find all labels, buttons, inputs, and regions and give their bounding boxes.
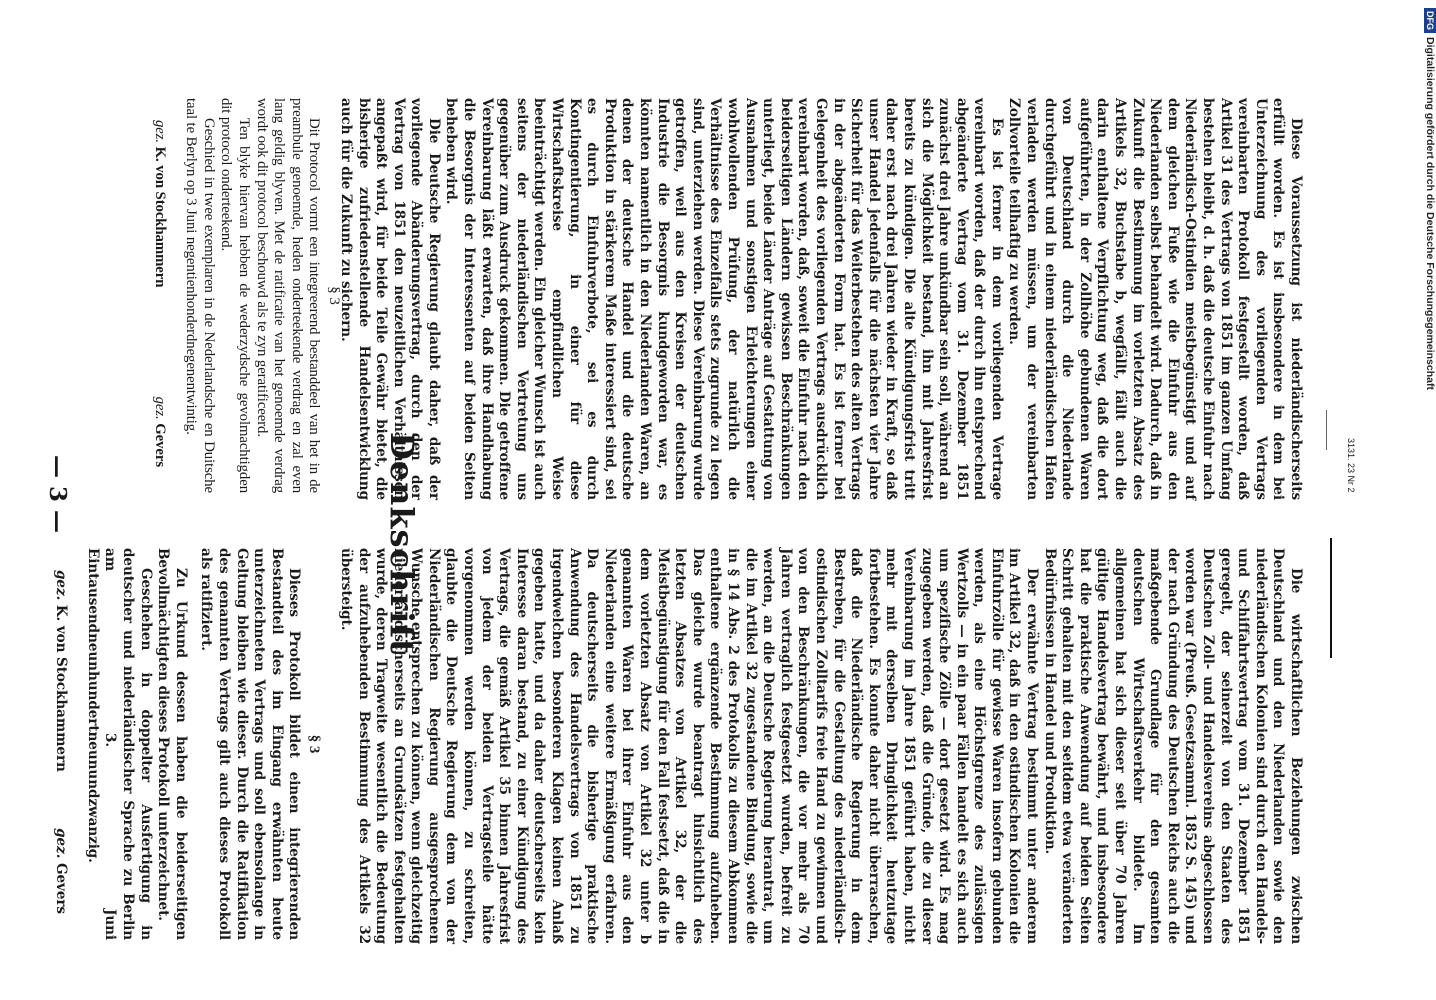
signature-right: gez. Gevers	[151, 396, 168, 467]
paragraph: Geschehen in doppelter Ausfertigung in deutscher und niederländischer Sprache zu Berlin am 3. Juni Eintausendneunhundertneunundzwanzig.	[84, 548, 154, 940]
paragraph: Ten blyke hiervan hebben de wederzydsche gevolmachtigden dit protocol onderteekend.	[218, 98, 253, 493]
german-protocol	[52, 548, 322, 940]
paragraph: Die wirtschaftlichen Beziehungen zwischen Deutschland und den Niederlanden sowie den niederländischen Kolonien sind durch den Handels- und Schiffahrtsvertrag vom 31. Dezember 1851 geregelt, der seinerzeit von den Staaten des Deutschen Zoll- und Handelsvereins abgeschlossen worden war (Preuß. Gesetzsamml. 1852 S. 145) und der nach Gründung des Deutschen Reichs auch die maßgebende Grundlage für den gesamten deutschen Wirtschaftsverkehr bildete. Im allgemeinen hat sich dieser seit über 70 Jahren gültige Handelsvertrag bewährt, und insbesondere hat die praktische Anwendung auf beiden Seiten Schritt gehalten mit den seitdem etwa veränderten Bedürfnissen in Handel und Produktion.	[1041, 548, 1304, 944]
signature-line	[150, 98, 168, 493]
page-number: — 3 —	[44, 455, 71, 534]
paragraph: Der erwähnte Vertrag bestimmt unter anderem im Artikel 32, daß in den ostindischen Kolonien die Einfuhrzölle für gewisse Waren insofern gebunden werden, als eine Höchstgrenze des zulässigen Wertzolls — in ein paar Fällen handelt es sich auch um spezifische Zölle — dort gesetzt wird. Es mag zugegeben werden, daß die Gründe, die zu dieser Vereinbarung im Jahre 1851 geführt haben, nicht mehr mit derselben Dringlichkeit heutzutage fortbestehen. Es konnte daher nicht überraschen, daß die Niederländische Regierung in dem Bestreben, für die Gestaltung des niederländisch-ostindischen Zolltarifs freie Hand zu gewinnen und von den Beschränkungen, die vor mehr als 70 Jahren vertraglich festgesetzt wurden, befreit zu werden, an die Deutsche Regierung herantrat, um die im Artikel 32 zugestandene Bindung, sowie die in § 14 Abs. 2 des Protokolls zu diesem Abkommen enthaltene ergänzende Bestimmung aufzuheben. Das gleiche wurde beantragt hinsichtlich des letzten Absatzes von Artikel 32, der die Meistbegünstigung für den Fall festsetzt, daß die in dem vorletzten Absatz von Artikel 32 unter b genannten Waren bei ihrer Einfuhr aus den Niederlanden eine weitere Ermäßigung erfahren. Da deutscherseits die bisherige praktische Anwendung des Handelsvertrags von 1851 zu irgendwelchen besonderen Klagen keinen Anlaß gegeben hatte, und da daher deutscherseits kein Interesse daran bestand, zu einer Kündigung des Vertrags, die gemäß Artikel 35 binnen Jahresfrist von jedem der beiden Vertragsteile hätte vorgenommen werden können, zu schreiten, glaubte die Deutsche Regierung dem von der Niederländischen Regierung ausgesprochenen Wunsche entsprechen zu können, wenn gleichzeitig niederländischerseits an Grundsätzen festgehalten wurde, deren Tragweite wesentlich die Bedeutung der aufzuhebenden Bestimmung des Artikels 32 übersteigt.	[337, 548, 1041, 944]
digitization-notice	[1424, 8, 1436, 390]
signature-left: gez. K. von Stockhammern	[53, 570, 70, 772]
signature-right: gez. Gevers	[53, 828, 70, 914]
paragraph: Dieses Protokoll bildet einen integrierenden Bestandteil des im Eingang erwähnten heute unterzeichneten Vertrags und soll ebensolange in Geltung bleiben wie dieser. Durch die Ratifikation des genannten Vertrags gilt auch dieses Protokoll als ratifiziert.	[198, 548, 303, 940]
paragraph: Zu Urkund dessen haben die beiderseitigen Bevollmächtigten dieses Protokoll unterzeichnet.	[155, 548, 189, 940]
signature-left: gez. K. von Stockhammern	[151, 120, 168, 288]
closing-rule-short	[1326, 410, 1327, 450]
dfg-notice-text: Digitalisierung gefördert durch die Deutsche Forschungsgemeinschaft	[1424, 37, 1436, 390]
closing-rule	[1330, 538, 1332, 658]
paragraph: Es ist ferner in dem vorliegenden Vertrage vereinbart worden, daß der durch ihn entsprechend abgeänderte Vertrag vom 31. Dezember 1851 zunächst drei Jahre unkündbar sein soll, während an sich die Möglichkeit bestand, ihn mit Jahresfrist bereits zu kündigen. Die alte Kündigungsfrist tritt daher erst nach drei Jahren wieder in Kraft, so daß unser Handel jedenfalls für die nächsten vier Jahre Sicherheit für das Weiterbestehen des alten Vertrags in der abgeänderten Form hat. Es ist ferner bei Gelegenheit des vorliegenden Vertrags ausdrücklich vereinbart worden, daß, soweit die Einfuhr nach den beiderseitigen Ländern gewissen Beschränkungen unterliegt, beide Länder Anträge auf Gestattung von Ausnahmen und sonstigen Erleichterungen einer wohlwollenden Prüfung, der natürlich die Verhältnisse des Einzelfalls stets zugrunde zu legen sind, unterziehen werden. Diese Vereinbarung wurde getroffen, weil aus den Kreisen der deutschen Industrie die Besorgnis kundgeworden war, es könnten namentlich in den Niederlanden Waren, an denen der deutsche Handel und die deutsche Produktion in stärkerem Maße interessiert sind, sei es durch Einfuhrverbote, sei es durch Kontingentierung, in einer für diese Wirtschaftskreise empfindlichen Weise beeinträchtigt werden. Ein gleicher Wunsch ist auch seitens der niederländischen Vertretung uns gegenüber zum Ausdruck gekommen. Die getroffene Vereinbarung läßt erwarten, daß ihre Handhabung die Besorgnis der Interessenten auf beiden Seiten beheben wird.	[443, 98, 1005, 500]
archive-code: 3131. 23 Nr 2	[1346, 438, 1356, 493]
denkschrift-column-2	[337, 98, 1304, 500]
paragraph: Dit Protocol vormt een integreerend bestanddeel van het in de preambule genoemde, heden onderteekende verdrag en zal even lang geldig blyven. Met de ratificatie van het genoemde verdrag wordt ook dit protocol beschouwd als te zyn geratificeerd.	[253, 98, 323, 493]
dutch-protocol	[150, 98, 342, 493]
paragraph: Geschied in twee exemplaren in de Nederlandsche en Duitsche taal te Berlyn op 3 Juni negentienhonderdnegenentwintig.	[183, 98, 217, 493]
dfg-logo-icon: DFG	[1424, 8, 1436, 33]
paragraph: Diese Voraussetzung ist niederländischerseits erfüllt worden. Es ist insbesondere in dem bei Unterzeichnung des vorliegenden Vertrags vereinbarten Protokoll festgestellt worden, daß Artikel 31 des Vertrags von 1851 im ganzen Umfang bestehen bleibt, d. h. daß die deutsche Einfuhr nach Niederländisch-Ostindien meistbegünstigt und auf dem gleichen Fuße wie die Einfuhr aus den Niederlanden selbst behandelt wird. Dadurch, daß in Zukunft die Bestimmung im vorletzten Absatz des Artikels 32, Buchstabe b, wegfällt, fällt auch die darin enthaltene Verpflichtung weg, daß die dort aufgeführten, in der Zollhöhe gebundenen Waren von Deutschland durch die Niederlande durchgeführt und in einem niederländischen Hafen verladen werden müssen, um der vereinbarten Zollvorteile teilhaftig zu werden.	[1006, 98, 1304, 500]
section-heading: § 3	[326, 286, 342, 305]
section-heading: § 3	[306, 734, 322, 754]
signature-line	[52, 548, 70, 940]
paragraph: Die Deutsche Regierung glaubt daher, daß der vorliegende Abänderungsvertrag, durch den der Vertrag von 1851 den neuzeitlichen Verhältnissen angepaßt wird, für beide Teile Gewähr bietet, die bisherige zufriedenstellende Handelsentwicklung auch für die Zukunft zu sichern.	[337, 98, 442, 500]
denkschrift-column-1	[337, 548, 1304, 944]
denkschrift-title: Denkschrift	[383, 432, 421, 655]
